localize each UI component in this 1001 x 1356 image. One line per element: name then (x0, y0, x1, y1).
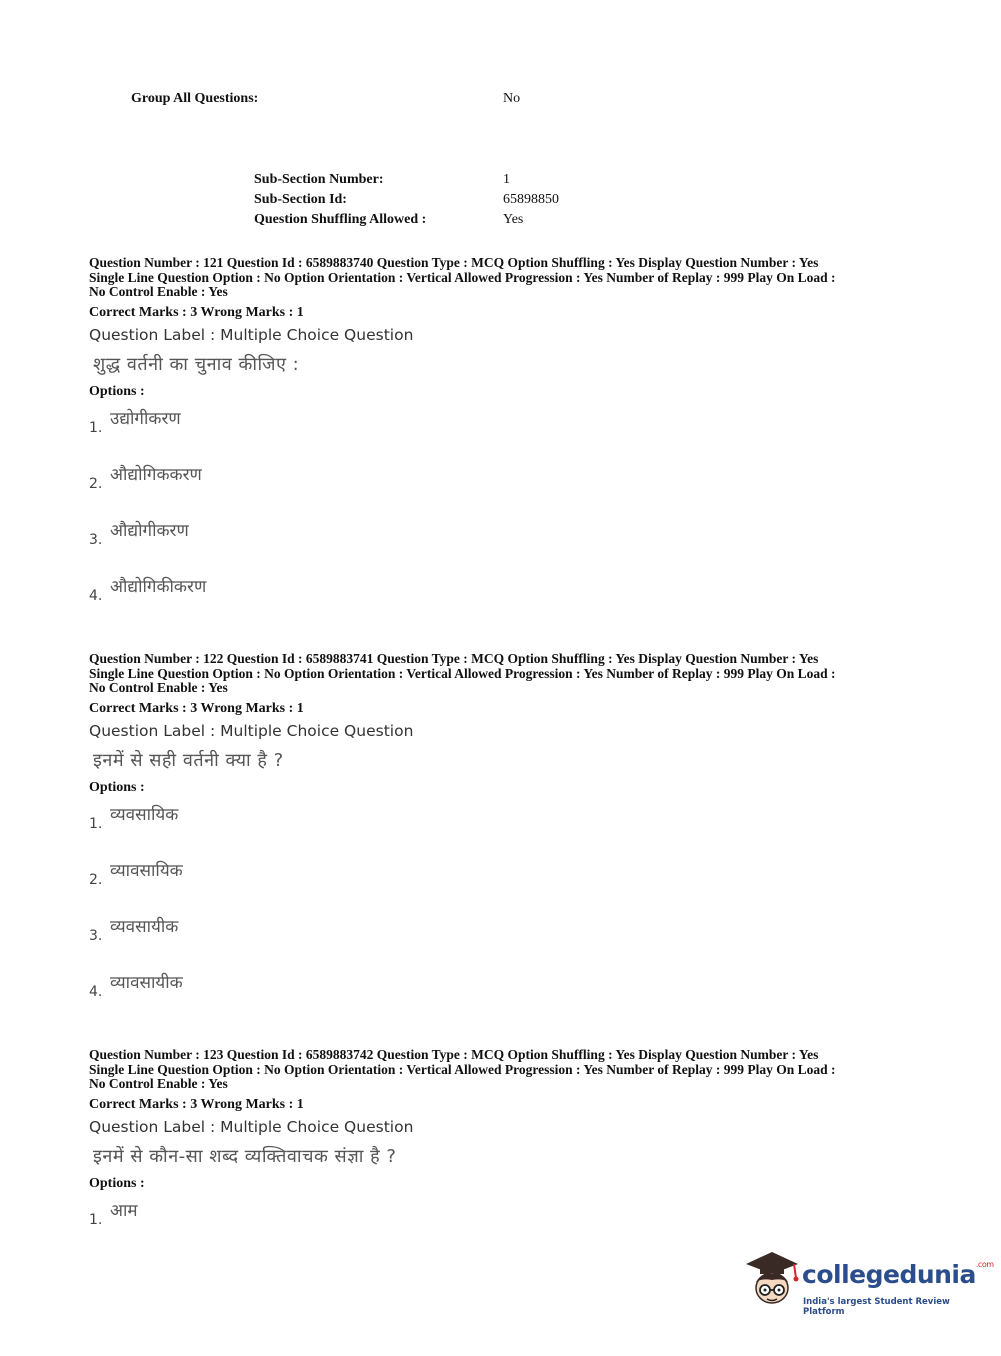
mascot-icon (742, 1250, 802, 1312)
option-number: 2. (89, 476, 103, 492)
option-text: व्यावसायिक (110, 861, 183, 881)
sub-section-number-value: 1 (503, 172, 510, 187)
question-shuffling-value: Yes (503, 212, 524, 227)
option-number: 3. (89, 928, 103, 944)
sub-section-number-label: Sub-Section Number: (254, 172, 384, 187)
options-label: Options : (89, 1176, 145, 1191)
collegedunia-logo[interactable] (742, 1250, 994, 1320)
option-text: व्यवसायिक (110, 805, 179, 825)
question-text: इनमें से कौन-सा शब्द व्यक्तिवाचक संज्ञा है ? (93, 1145, 397, 1167)
question-meta-line: No Control Enable : Yes (89, 1076, 228, 1091)
question-text: शुद्ध वर्तनी का चुनाव कीजिए : (93, 353, 300, 375)
sub-section-id-value: 65898850 (503, 192, 559, 207)
question-meta-line: Single Line Question Option : No Option Orientation : Vertical Allowed Progression : Yes Number of Replay : 999 Play On Load : (89, 269, 836, 285)
question-meta-line: Question Number : 122 Question Id : 6589883741 Question Type : MCQ Option Shuffling : Yes Display Question Number : Yes (89, 651, 819, 666)
question-label: Question Label : Multiple Choice Question (89, 721, 414, 740)
question-text: इनमें से सही वर्तनी क्या है ? (93, 749, 284, 771)
option-number: 1. (89, 420, 103, 436)
option-number: 4. (89, 984, 103, 1000)
sub-section-id-label: Sub-Section Id: (254, 192, 347, 207)
question-label: Question Label : Multiple Choice Question (89, 1117, 414, 1136)
question-block (89, 652, 919, 772)
question-meta-line: No Control Enable : Yes (89, 284, 228, 299)
option-text: औद्योगिककरण (110, 465, 202, 485)
option-number: 4. (89, 588, 103, 604)
option-number: 1. (89, 1212, 103, 1228)
question-meta-line: No Control Enable : Yes (89, 680, 228, 695)
question-marks: Correct Marks : 3 Wrong Marks : 1 (89, 304, 304, 320)
option-text: औद्योगिकीकरण (110, 577, 207, 597)
option-number: 1. (89, 816, 103, 832)
question-marks: Correct Marks : 3 Wrong Marks : 1 (89, 700, 304, 716)
brand-tagline: India's largest Student Review Platform (803, 1297, 950, 1317)
option-text: उद्योगीकरण (110, 409, 181, 429)
option-text: व्यावसायीक (110, 973, 183, 993)
question-block (89, 256, 919, 376)
question-marks: Correct Marks : 3 Wrong Marks : 1 (89, 1096, 304, 1112)
options-label: Options : (89, 384, 145, 399)
question-block (89, 1048, 919, 1168)
brand-name: collegedunia (802, 1260, 976, 1289)
option-text: आम (110, 1201, 138, 1221)
option-text: व्यवसायीक (110, 917, 179, 937)
question-shuffling-label: Question Shuffling Allowed : (254, 212, 427, 227)
option-number: 3. (89, 532, 103, 548)
question-meta-line: Question Number : 123 Question Id : 6589883742 Question Type : MCQ Option Shuffling : Yes Display Question Number : Yes (89, 1047, 819, 1062)
question-meta-line: Question Number : 121 Question Id : 6589883740 Question Type : MCQ Option Shuffling : Yes Display Question Number : Yes (89, 255, 819, 270)
option-text: औद्योगीकरण (110, 521, 189, 541)
question-label: Question Label : Multiple Choice Question (89, 325, 414, 344)
brand-suffix: .com (975, 1260, 994, 1269)
group-all-questions-label: Group All Questions: (131, 91, 259, 106)
option-number: 2. (89, 872, 103, 888)
question-meta-line: Single Line Question Option : No Option Orientation : Vertical Allowed Progression : Yes Number of Replay : 999 Play On Load : (89, 1061, 836, 1077)
options-label: Options : (89, 780, 145, 795)
question-meta-line: Single Line Question Option : No Option Orientation : Vertical Allowed Progression : Yes Number of Replay : 999 Play On Load : (89, 665, 836, 681)
group-all-questions-value: No (503, 91, 521, 106)
